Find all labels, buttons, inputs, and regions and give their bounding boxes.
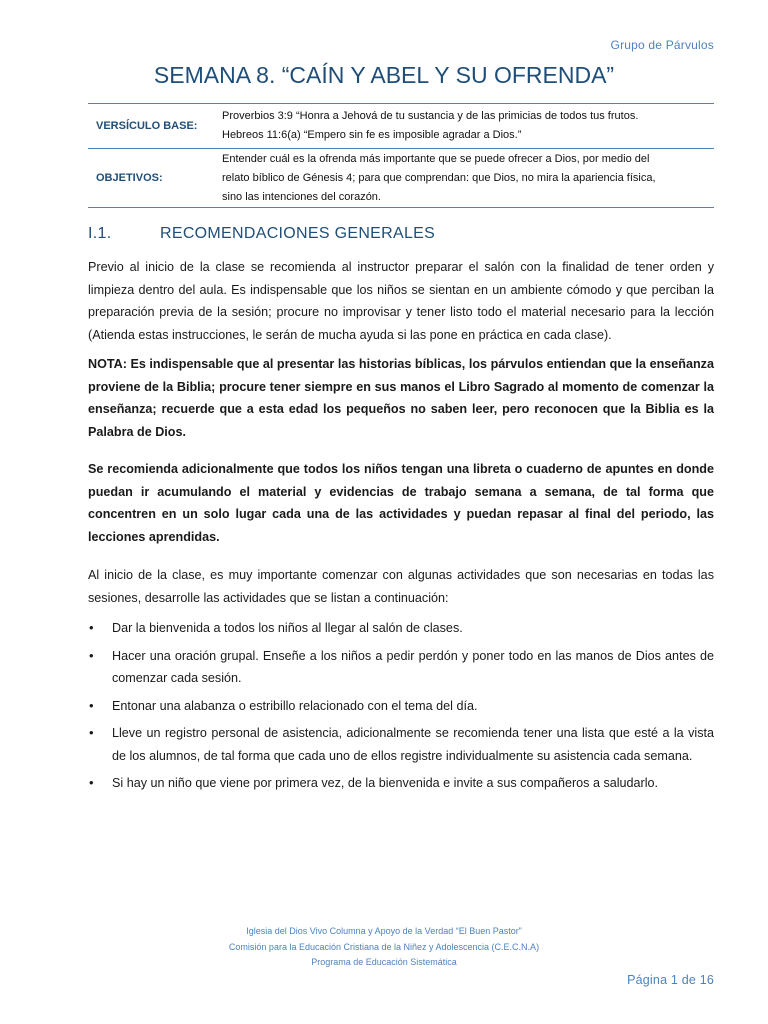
versiculo-line-2: Hebreos 11:6(a) “Empero sin fe es imposible agradar a Dios.” bbox=[222, 129, 522, 141]
list-item-text: Si hay un niño que viene por primera vez, de la bienvenida e invite a sus compañeros a saludarlo. bbox=[112, 776, 659, 790]
list-item-text: Entonar una alabanza o estribillo relacionado con el tema del día. bbox=[112, 698, 478, 713]
objetivos-line-1: Entender cuál es la ofrenda más importante que se puede ofrecer a Dios, por medio del bbox=[222, 152, 650, 165]
lesson-info-table bbox=[88, 103, 714, 208]
bullet-icon: • bbox=[89, 647, 94, 663]
objetivos-value bbox=[222, 149, 714, 208]
paragraph-intro: Previo al inicio de la clase se recomienda al instructor preparar el salón con la finalidad de tener orden y limpieza dentro del aula. Es indispensable que los niños se sientan en un ambiente cómodo y que perciban la preparación previa de la sesión; procure no improvisar y tener listo todo el material necesario para la lección (Atienda estas instrucciones, le serán de mucha ayuda si las pone en práctica en cada clase). bbox=[88, 260, 714, 342]
paragraph-notebook: Se recomienda adicionalmente que todos los niños tengan una libreta o cuaderno de apuntes en donde puedan ir acumulando el material y evidencias de trabajo semana a semana, de tal forma que concentren en un solo lugar cada una de las actividades y puedan repasar al final del periodo, las lecciones aprendidas. bbox=[88, 462, 714, 544]
list-item bbox=[88, 695, 714, 718]
list-item-text: Hacer una oración grupal. Enseñe a los niños a pedir perdón y poner todo en las manos de Dios antes de comenzar cada sesión. bbox=[112, 648, 714, 685]
bullet-icon: • bbox=[89, 620, 94, 635]
versiculo-value bbox=[222, 104, 714, 149]
list-item bbox=[88, 772, 714, 795]
page-number: Página 1 de 16 bbox=[627, 973, 714, 987]
footer-church-name: Iglesia del Dios Vivo Columna y Apoyo de la Verdad “El Buen Pastor” bbox=[246, 926, 522, 936]
activities-list bbox=[88, 617, 714, 800]
objetivos-label: OBJETIVOS: bbox=[96, 171, 163, 184]
bullet-icon: • bbox=[89, 725, 94, 740]
objetivos-row bbox=[88, 149, 714, 208]
versiculo-row bbox=[88, 104, 714, 149]
footer-program: Programa de Educación Sistemática bbox=[311, 957, 457, 967]
section-title: RECOMENDACIONES GENERALES bbox=[160, 225, 436, 242]
page-footer bbox=[0, 924, 768, 971]
objetivos-line-3: sino las intenciones del corazón. bbox=[222, 190, 381, 203]
section-number: I.1. bbox=[88, 225, 112, 242]
list-item bbox=[88, 722, 714, 767]
section-heading bbox=[88, 225, 714, 243]
paragraph-activities: Al inicio de la clase, es muy importante comenzar con algunas actividades que son necesarias en todas las sesiones, desarrolle las actividades que se listan a continuación: bbox=[88, 568, 714, 605]
versiculo-label: VERSÍCULO BASE: bbox=[96, 119, 198, 132]
footer-commission: Comisión para la Educación Cristiana de la Niñez y Adolescencia (C.E.C.N.A) bbox=[228, 941, 540, 952]
list-item-text: Dar la bienvenida a todos los niños al llegar al salón de clases. bbox=[112, 621, 463, 635]
page-title: SEMANA 8. “CAÍN Y ABEL Y SU OFRENDA” bbox=[153, 62, 615, 88]
list-item-text: Lleve un registro personal de asistencia, adicionalmente se recomienda tener una lista que esté a la vista de los alumnos, de tal forma que cada uno de ellos registre individualmente su asistencia cada semana. bbox=[112, 726, 714, 763]
header-group-name: Grupo de Párvulos bbox=[610, 38, 714, 52]
bullet-icon: • bbox=[89, 775, 94, 790]
list-item bbox=[88, 617, 714, 640]
objetivos-line-2: relato bíblico de Génesis 4; para que comprendan: que Dios, no mira la apariencia física, bbox=[222, 171, 656, 184]
versiculo-line-1: Proverbios 3:9 “Honra a Jehová de tu sustancia y de las primicias de todos tus frutos. bbox=[222, 110, 639, 122]
list-item bbox=[88, 645, 714, 690]
bullet-icon: • bbox=[89, 697, 94, 713]
paragraph-nota: NOTA: Es indispensable que al presentar las historias bíblicas, los párvulos entiendan que la enseñanza proviene de la Biblia; procure tener siempre en sus manos el Libro Sagrado al momento de comenzar la enseñanza; recuerde que a esta edad los pequeños no saben leer, pero reconocen que la Biblia es la Palabra de Dios. bbox=[88, 357, 714, 439]
